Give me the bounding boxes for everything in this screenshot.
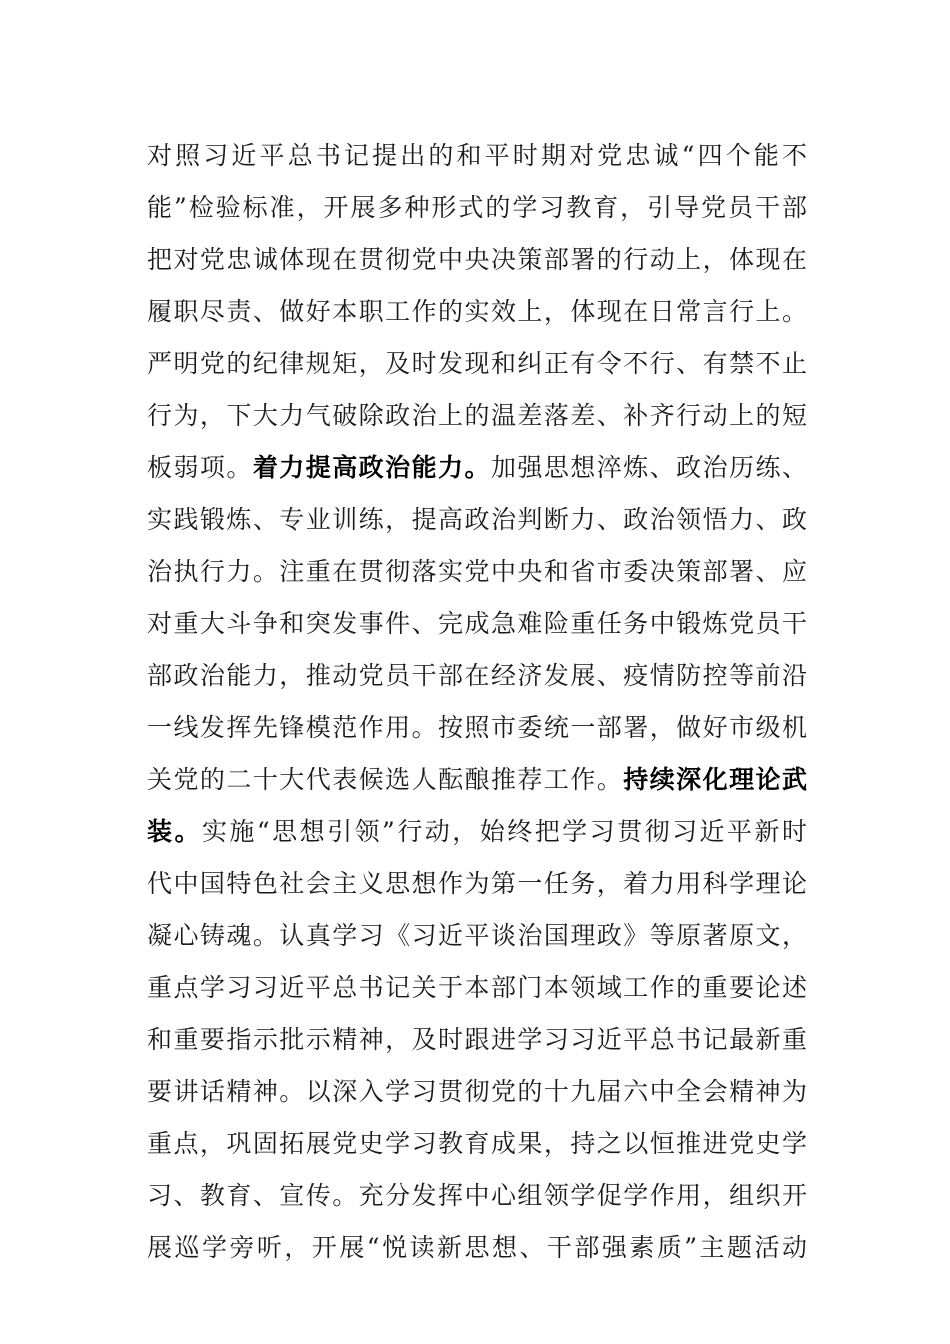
text-line (147, 1066, 807, 1118)
paragraph-text: 习、教育、宣传。充分发挥中心组领学促学作用，组织开 (147, 1181, 807, 1210)
paragraph-text: 关党的二十大代表候选人酝酿推荐工作。 (147, 765, 624, 794)
paragraph-text: 严明党的纪律规矩，及时发现和纠正有令不行、有禁不止 (147, 349, 807, 378)
paragraph-text: 实施“思想引领”行动，始终把学习贯彻习近平新时 (201, 817, 807, 846)
paragraph-text: 加强思想淬炼、政治历练、 (490, 453, 807, 482)
bold-heading-text: 着力提高政治能力。 (252, 453, 491, 482)
text-line (147, 1170, 807, 1222)
paragraph-text: 板弱项。 (147, 453, 253, 482)
text-line (147, 182, 807, 234)
paragraph-text: 代中国特色社会主义思想作为第一任务，着力用科学理论 (147, 869, 807, 898)
paragraph-text: 一线发挥先锋模范作用。按照市委统一部署，做好市级机 (147, 713, 807, 742)
paragraph-text: 要讲话精神。以深入学习贯彻党的十九届六中全会精神为 (147, 1077, 807, 1106)
text-line (147, 754, 807, 806)
paragraph-text: 重点，巩固拓展党史学习教育成果，持之以恒推进党史学 (147, 1129, 807, 1158)
paragraph-text: 能”检验标准，开展多种形式的学习教育，引导党员干部 (147, 193, 807, 222)
paragraph-text: 展巡学旁听，开展“悦读新思想、干部强素质”主题活动 (147, 1233, 807, 1262)
text-line (147, 234, 807, 286)
text-line (147, 910, 807, 962)
paragraph-text: 凝心铸魂。认真学习《习近平谈治国理政》等原著原文， (147, 921, 807, 950)
text-line (147, 1118, 807, 1170)
text-line (147, 286, 807, 338)
bold-heading-text: 持续深化理论武 (623, 765, 807, 794)
text-line (147, 390, 807, 442)
paragraph-text: 部政治能力，推动党员干部在经济发展、疫情防控等前沿 (147, 661, 807, 690)
text-line (147, 598, 807, 650)
paragraph-text: 对重大斗争和突发事件、完成急难险重任务中锻炼党员干 (147, 609, 807, 638)
paragraph-text: 治执行力。注重在贯彻落实党中央和省市委决策部署、应 (147, 557, 807, 586)
bold-heading-text: 装。 (147, 817, 202, 846)
body-text (147, 130, 807, 1274)
paragraph-text: 重点学习习近平总书记关于本部门本领域工作的重要论述 (147, 973, 807, 1002)
text-line (147, 1222, 807, 1274)
text-line (147, 650, 807, 702)
text-line (147, 442, 807, 494)
text-line (147, 858, 807, 910)
paragraph-text: 把对党忠诚体现在贯彻党中央决策部署的行动上，体现在 (147, 245, 807, 274)
text-line (147, 806, 807, 858)
text-line (147, 962, 807, 1014)
text-line (147, 546, 807, 598)
text-line (147, 494, 807, 546)
paragraph-text: 履职尽责、做好本职工作的实效上，体现在日常言行上。 (147, 297, 807, 326)
text-line (147, 338, 807, 390)
paragraph-text: 对照习近平总书记提出的和平时期对党忠诚“四个能不 (147, 141, 807, 170)
paragraph-text: 实践锻炼、专业训练，提高政治判断力、政治领悟力、政 (147, 505, 807, 534)
text-line (147, 130, 807, 182)
text-line (147, 702, 807, 754)
paragraph-text: 行为，下大力气破除政治上的温差落差、补齐行动上的短 (147, 401, 807, 430)
text-line (147, 1014, 807, 1066)
paragraph-text: 和重要指示批示精神，及时跟进学习习近平总书记最新重 (147, 1025, 807, 1054)
